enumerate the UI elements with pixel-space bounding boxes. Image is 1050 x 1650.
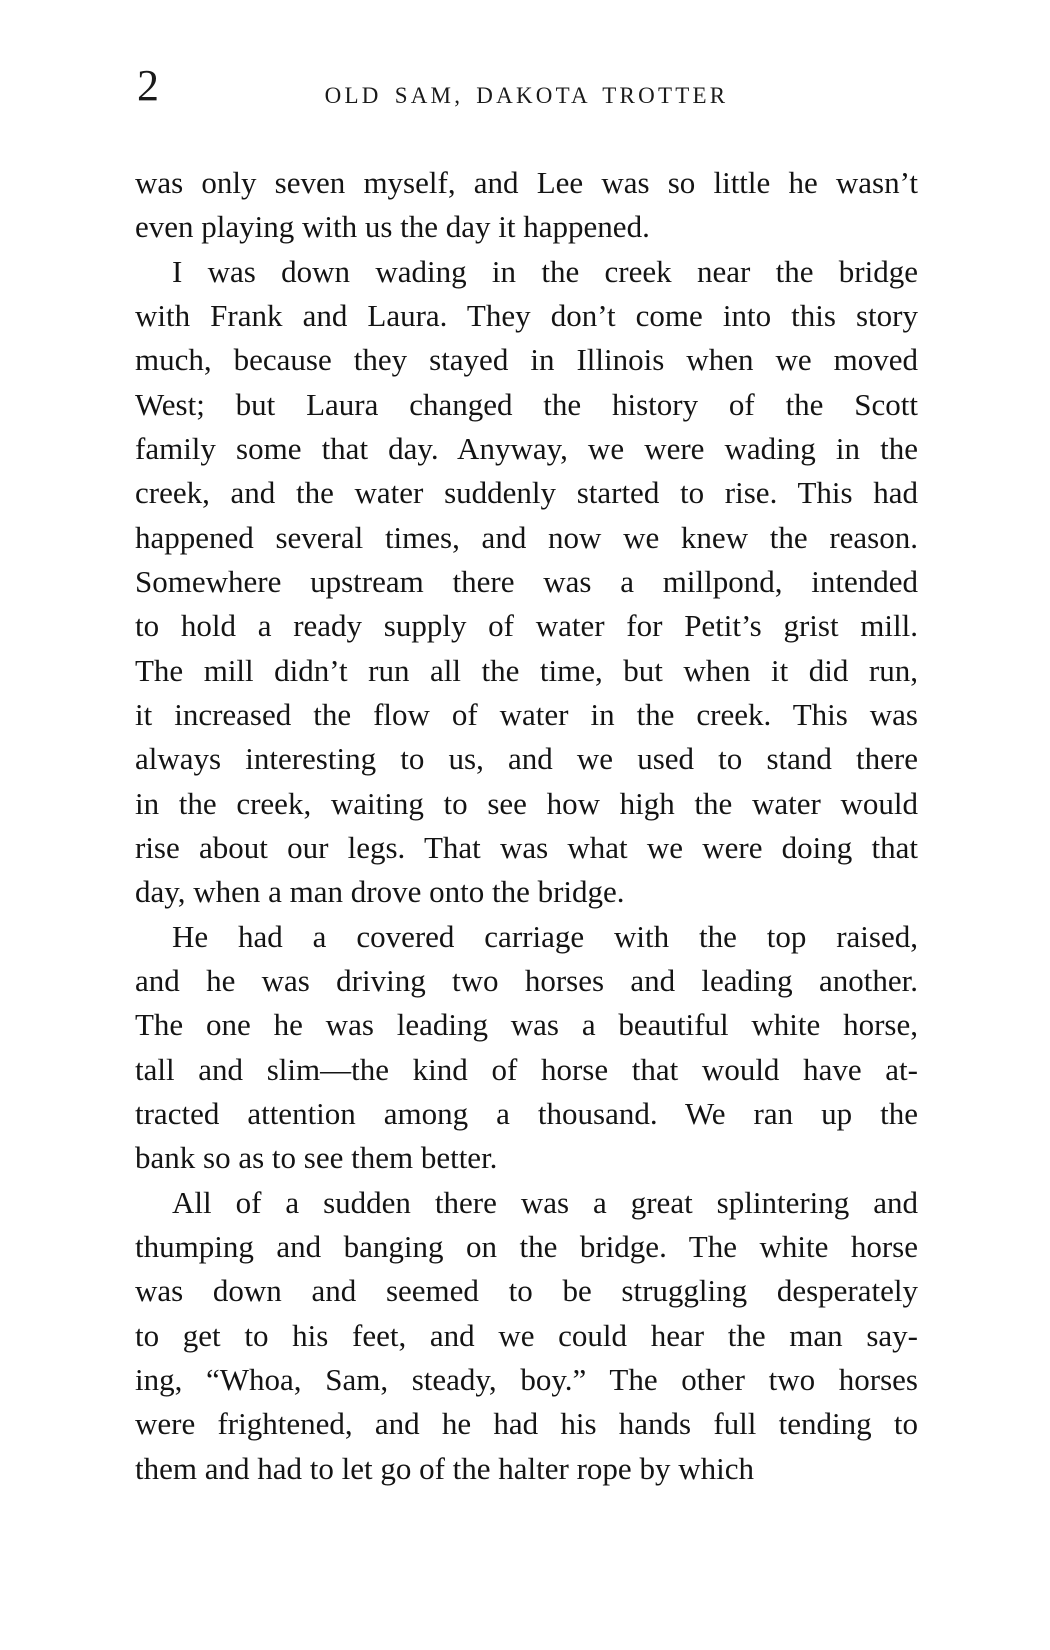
text-line: and he was driving two horses and leading another.: [135, 962, 918, 998]
text-line: ing, “Whoa, Sam, steady, boy.” The other two horses: [135, 1361, 918, 1397]
text-line: All of a sudden there was a great splintering and: [172, 1184, 918, 1220]
text-line: bank so as to see them better.: [135, 1140, 498, 1176]
text-line: was down and seemed to be struggling desperately: [135, 1273, 918, 1309]
text-line: even playing with us the day it happened.: [135, 209, 650, 245]
text-line: were frightened, and he had his hands full tending to: [135, 1406, 918, 1442]
text-line: with Frank and Laura. They don’t come into this story: [135, 297, 918, 333]
text-line: happened several times, and now we knew the reason.: [135, 519, 918, 555]
page-number: 2: [137, 61, 159, 110]
text-line: family some that day. Anyway, we were wading in the: [135, 430, 918, 466]
text-line: rise about our legs. That was what we were doing that: [135, 829, 918, 865]
text-line: much, because they stayed in Illinois when we moved: [135, 342, 918, 378]
text-line: thumping and banging on the bridge. The white horse: [135, 1228, 918, 1264]
text-line: creek, and the water suddenly started to rise. This had: [135, 475, 918, 511]
running-header: OLD SAM, DAKOTA TROTTER: [324, 83, 729, 108]
text-line: to get to his feet, and we could hear the man say-: [135, 1317, 918, 1353]
text-line: I was down wading in the creek near the bridge: [172, 253, 918, 289]
text-line: to hold a ready supply of water for Petit’s grist mill.: [135, 608, 918, 644]
text-line: He had a covered carriage with the top raised,: [172, 918, 918, 954]
text-line: tracted attention among a thousand. We ran up the: [135, 1095, 918, 1131]
text-line: The mill didn’t run all the time, but when it did run,: [135, 652, 918, 688]
text-line: in the creek, waiting to see how high the water would: [135, 785, 918, 821]
text-line: West; but Laura changed the history of the Scott: [135, 386, 918, 422]
text-line: was only seven myself, and Lee was so little he wasn’t: [135, 165, 918, 200]
text-line: them and had to let go of the halter rope by which: [135, 1450, 754, 1486]
body-text: [135, 161, 918, 1491]
text-line: tall and slim—the kind of horse that would have at-: [135, 1051, 918, 1087]
text-line: Somewhere upstream there was a millpond, intended: [135, 563, 918, 599]
text-line: day, when a man drove onto the bridge.: [135, 874, 625, 910]
text-line: always interesting to us, and we used to stand there: [135, 741, 918, 777]
text-line: The one he was leading was a beautiful white horse,: [135, 1007, 918, 1043]
text-line: it increased the flow of water in the creek. This was: [135, 696, 918, 732]
